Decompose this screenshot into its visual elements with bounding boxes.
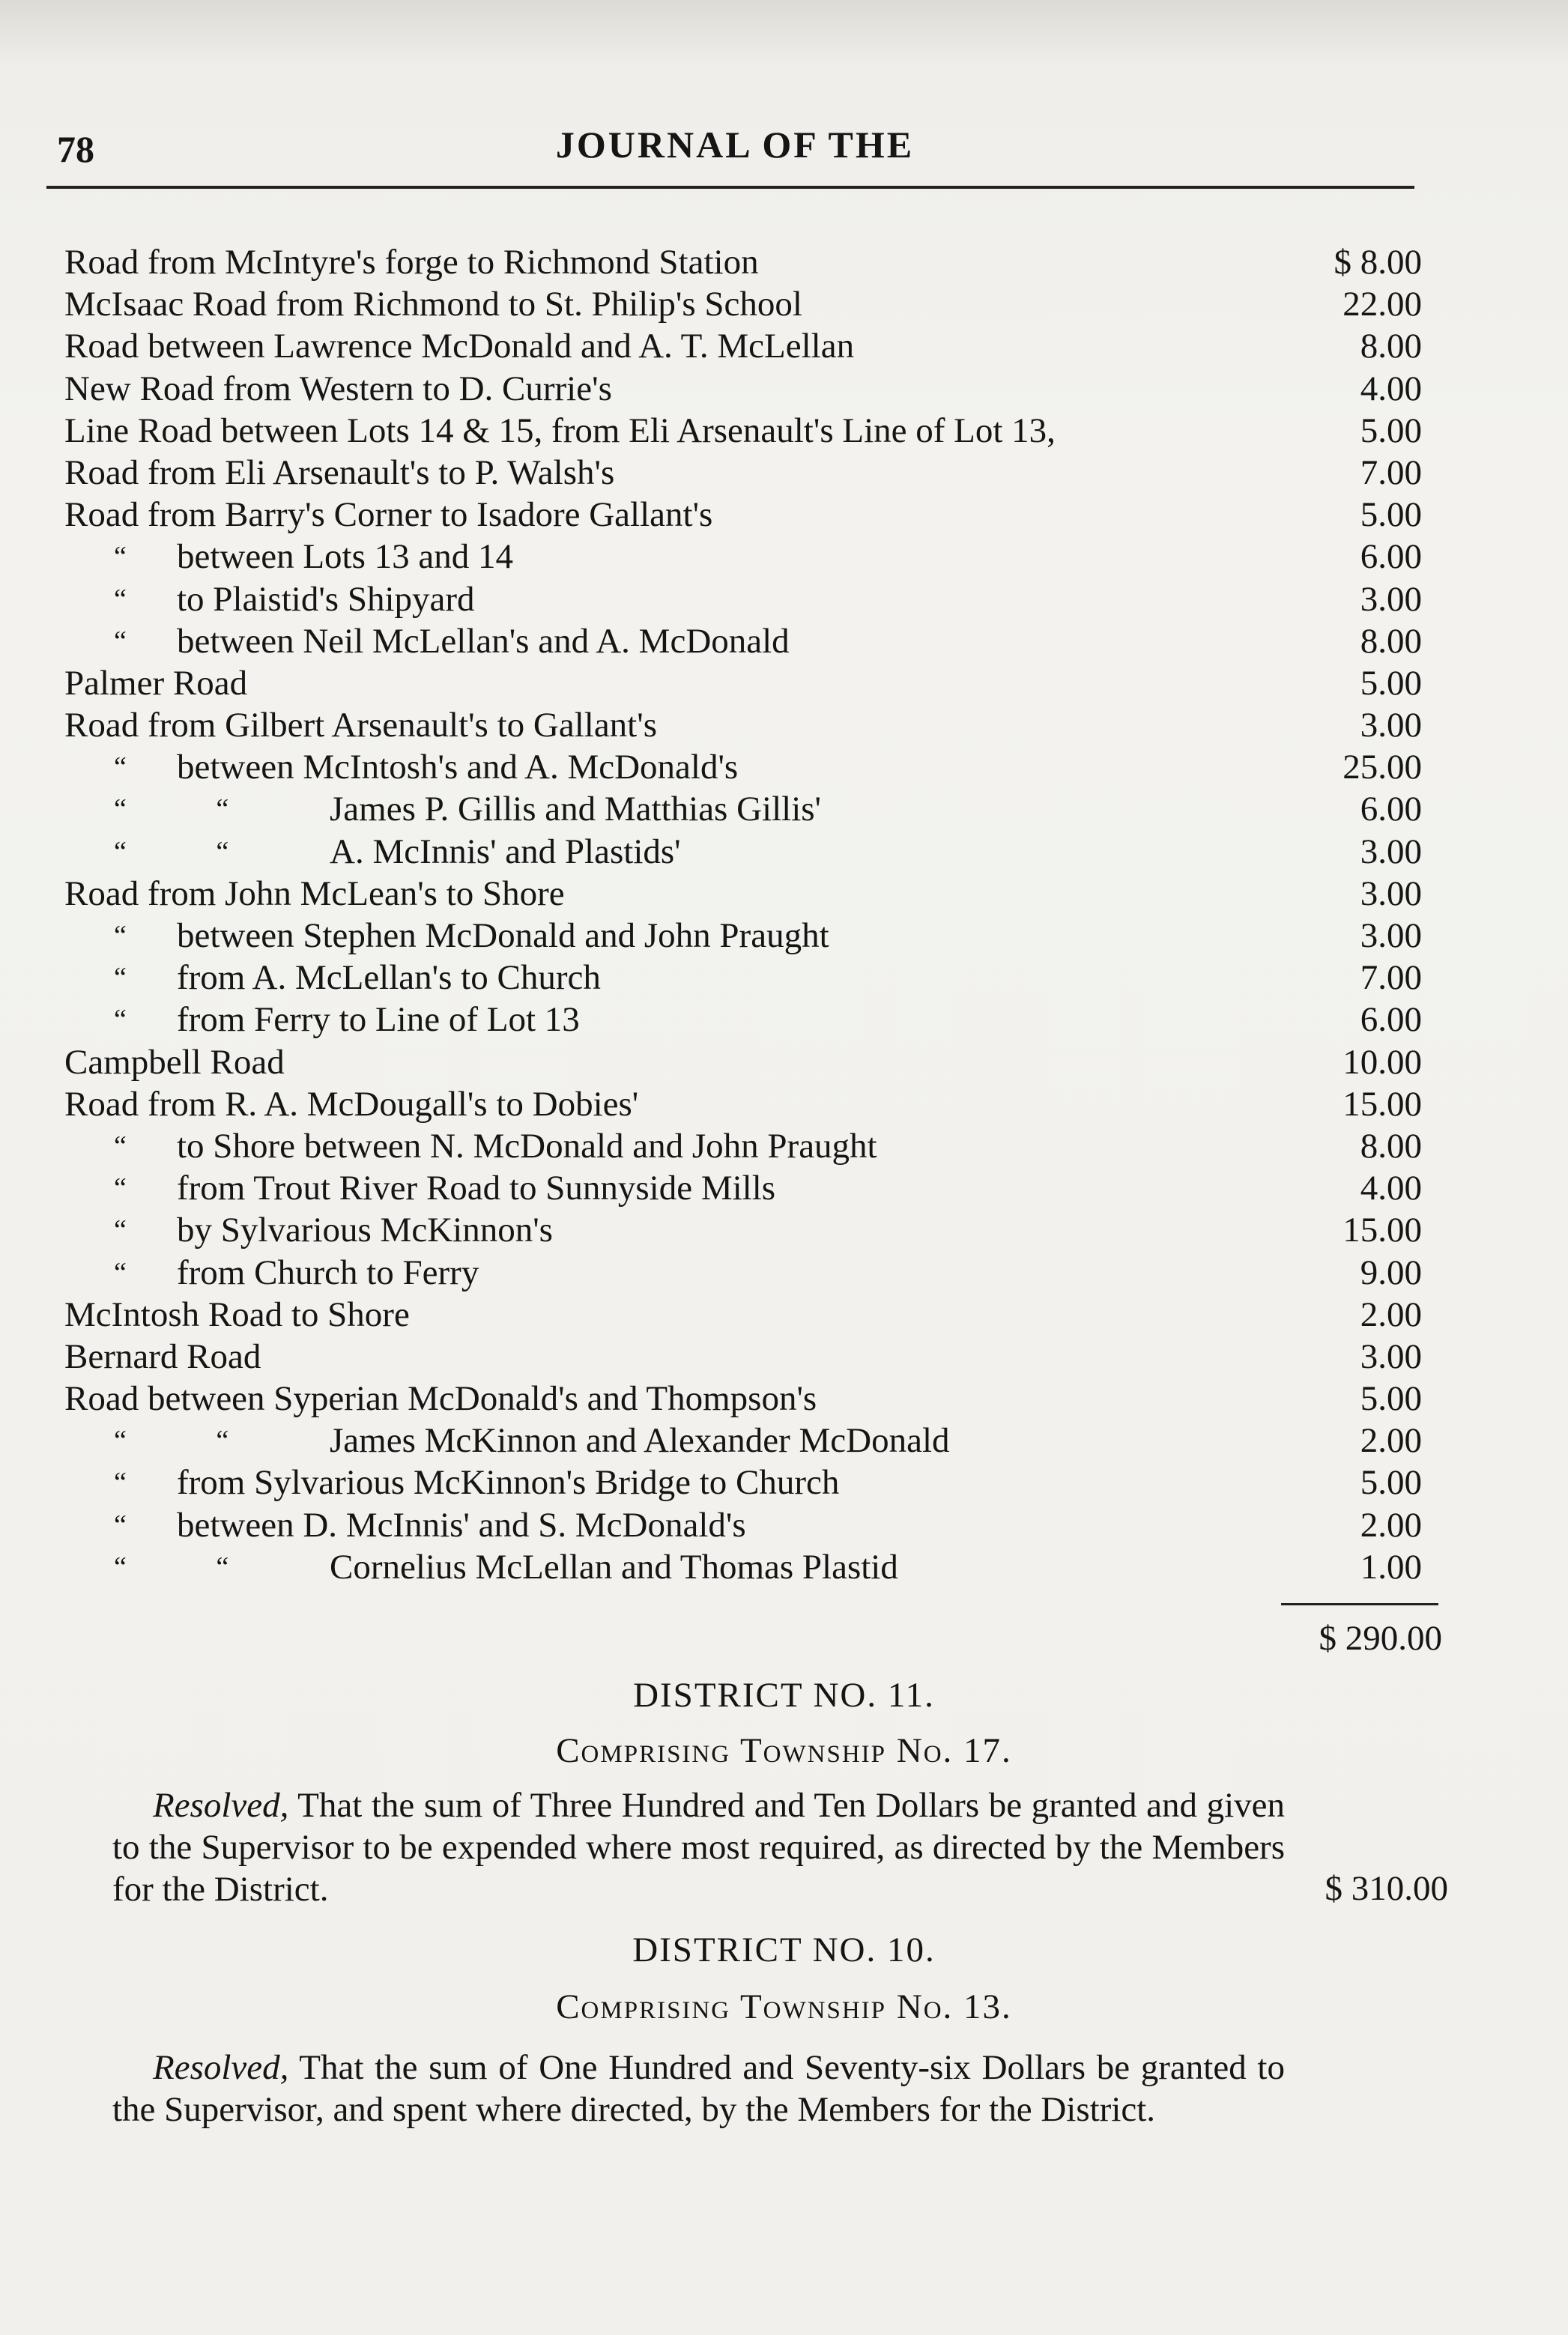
entry-description: Line Road between Lots 14 & 15, from Eli Arsenault's Line of Lot 13, bbox=[64, 411, 1056, 450]
list-item bbox=[64, 536, 1458, 578]
list-item bbox=[64, 325, 1458, 367]
entry-description: from Ferry to Line of Lot 13 bbox=[177, 1000, 580, 1040]
resolved-word: Resolved, bbox=[153, 2048, 289, 2087]
entry-amount: 4.00 bbox=[1360, 369, 1422, 408]
list-item bbox=[64, 873, 1458, 915]
list-item bbox=[64, 1294, 1458, 1336]
list-item bbox=[64, 620, 1458, 662]
list-item bbox=[64, 1125, 1458, 1167]
entry-amount: 5.00 bbox=[1360, 411, 1422, 450]
resolution-text: That the sum of Three Hundred and Ten Dollars be granted and given to the Supervisor to be expended where most required, as directed by the Members for the District. bbox=[112, 1786, 1285, 1909]
list-item bbox=[64, 788, 1458, 830]
entry-description: Road between Lawrence McDonald and A. T. McLellan bbox=[64, 327, 855, 366]
entry-description: Road between Syperian McDonald's and Thompson's bbox=[64, 1379, 817, 1419]
ditto-mark: “ bbox=[114, 751, 127, 784]
entry-description: by Sylvarious McKinnon's bbox=[177, 1211, 553, 1250]
list-item bbox=[64, 368, 1458, 410]
entry-description: Palmer Road bbox=[64, 663, 248, 703]
district-10-resolution bbox=[112, 2047, 1285, 2130]
list-item bbox=[64, 1462, 1458, 1503]
entry-description: New Road from Western to D. Currie's bbox=[64, 369, 612, 408]
district-11-amount: $ 310.00 bbox=[1325, 1869, 1448, 1908]
entry-amount: 5.00 bbox=[1360, 663, 1422, 703]
entry-description: between D. McInnis' and S. McDonald's bbox=[177, 1505, 746, 1545]
ditto-mark: “ “ bbox=[114, 1425, 229, 1457]
entry-amount: 3.00 bbox=[1360, 873, 1422, 913]
district-10-comprising: Comprising Township No. 13. bbox=[556, 1987, 1012, 2026]
entry-description: from Sylvarious McKinnon's Bridge to Church bbox=[177, 1463, 840, 1503]
entry-amount: 9.00 bbox=[1360, 1253, 1422, 1292]
entry-amount: 22.00 bbox=[1343, 285, 1422, 324]
district-10-title: DISTRICT NO. 10. bbox=[632, 1930, 936, 1969]
entry-amount: 15.00 bbox=[1343, 1084, 1422, 1124]
resolution-text: That the sum of One Hundred and Seventy-six Dollars be granted to the Supervisor, and spent where directed, by the Members for the District. bbox=[112, 2048, 1285, 2129]
ditto-mark: “ “ bbox=[114, 1551, 229, 1583]
entry-description: from Trout River Road to Sunnyside Mills bbox=[177, 1169, 776, 1208]
entry-description: between Lots 13 and 14 bbox=[177, 537, 514, 577]
ditto-mark: “ “ bbox=[114, 793, 229, 826]
entry-description: between Neil McLellan's and A. McDonald bbox=[177, 621, 790, 661]
list-item bbox=[64, 1209, 1458, 1251]
entry-description: Road from John McLean's to Shore bbox=[64, 873, 565, 913]
entry-amount: 5.00 bbox=[1360, 495, 1422, 535]
entry-description: between McIntosh's and A. McDonald's bbox=[177, 748, 739, 787]
entry-amount: 2.00 bbox=[1360, 1505, 1422, 1545]
entry-amount: 2.00 bbox=[1360, 1421, 1422, 1461]
entry-amount: 25.00 bbox=[1343, 748, 1422, 787]
list-item bbox=[64, 1420, 1458, 1462]
ditto-mark: “ bbox=[114, 1172, 127, 1205]
entry-description: A. McInnis' and Plastids' bbox=[330, 832, 681, 871]
entry-description: Bernard Road bbox=[64, 1336, 261, 1376]
ditto-mark: “ bbox=[114, 625, 127, 657]
entry-amount: $ 8.00 bbox=[1334, 243, 1422, 282]
ditto-mark: “ bbox=[114, 1004, 127, 1036]
list-item bbox=[64, 915, 1458, 957]
entry-amount: 8.00 bbox=[1360, 327, 1422, 366]
header-rule bbox=[46, 186, 1414, 189]
list-item bbox=[64, 241, 1458, 283]
entry-amount: 3.00 bbox=[1360, 579, 1422, 619]
list-item bbox=[64, 1083, 1458, 1125]
entry-amount: 6.00 bbox=[1360, 537, 1422, 577]
entry-description: between Stephen McDonald and John Praught bbox=[177, 916, 829, 955]
entry-description: James McKinnon and Alexander McDonald bbox=[330, 1421, 950, 1461]
entry-description: Road from R. A. McDougall's to Dobies' bbox=[64, 1084, 639, 1124]
entry-amount: 3.00 bbox=[1360, 706, 1422, 745]
entry-amount: 6.00 bbox=[1360, 790, 1422, 829]
list-item bbox=[64, 1504, 1458, 1546]
list-item bbox=[64, 999, 1458, 1041]
district-11-comprising: Comprising Township No. 17. bbox=[556, 1731, 1012, 1770]
list-item bbox=[64, 1252, 1458, 1294]
list-item bbox=[64, 1041, 1458, 1083]
entry-amount: 7.00 bbox=[1360, 452, 1422, 492]
list-item bbox=[64, 1378, 1458, 1420]
list-item bbox=[64, 662, 1458, 704]
entry-amount: 3.00 bbox=[1360, 916, 1422, 955]
list-item bbox=[64, 746, 1458, 788]
entry-amount: 1.00 bbox=[1360, 1547, 1422, 1587]
entry-amount: 7.00 bbox=[1360, 958, 1422, 998]
entry-description: Road from Gilbert Arsenault's to Gallant's bbox=[64, 706, 657, 745]
district-11-resolution bbox=[112, 1784, 1285, 1910]
ditto-mark: “ bbox=[114, 1214, 127, 1247]
resolved-word: Resolved, bbox=[153, 1786, 289, 1825]
entry-description: from Church to Ferry bbox=[177, 1253, 479, 1292]
list-item bbox=[64, 410, 1458, 452]
entry-amount: 5.00 bbox=[1360, 1463, 1422, 1503]
ditto-mark: “ bbox=[114, 1256, 127, 1288]
list-item bbox=[64, 283, 1458, 325]
page-header bbox=[57, 112, 1413, 180]
entry-amount: 5.00 bbox=[1360, 1379, 1422, 1419]
ditto-mark: “ bbox=[114, 541, 127, 573]
list-item bbox=[64, 1336, 1458, 1378]
entry-amount: 2.00 bbox=[1360, 1294, 1422, 1334]
running-title: JOURNAL OF THE bbox=[555, 124, 915, 166]
entry-description: to Shore between N. McDonald and John Praught bbox=[177, 1126, 877, 1166]
list-item bbox=[64, 704, 1458, 746]
list-item bbox=[64, 452, 1458, 494]
ditto-mark: “ bbox=[114, 1130, 127, 1162]
district-total: $ 290.00 bbox=[1319, 1619, 1442, 1658]
ditto-mark: “ bbox=[114, 583, 127, 615]
list-item bbox=[64, 1546, 1458, 1588]
list-item bbox=[64, 494, 1458, 536]
list-item bbox=[64, 831, 1458, 873]
entry-description: McIntosh Road to Shore bbox=[64, 1294, 410, 1334]
entry-description: James P. Gillis and Matthias Gillis' bbox=[330, 790, 822, 829]
ditto-mark: “ bbox=[114, 962, 127, 994]
entry-description: Road from McIntyre's forge to Richmond Station bbox=[64, 243, 759, 282]
ditto-mark: “ bbox=[114, 920, 127, 951]
entry-amount: 6.00 bbox=[1360, 1000, 1422, 1040]
district-11-title: DISTRICT NO. 11. bbox=[633, 1676, 935, 1715]
entry-amount: 10.00 bbox=[1343, 1042, 1422, 1082]
road-appropriations-list bbox=[64, 241, 1458, 1588]
entry-description: Cornelius McLellan and Thomas Plastid bbox=[330, 1547, 898, 1587]
entry-description: McIsaac Road from Richmond to St. Philip's School bbox=[64, 285, 802, 324]
page-number: 78 bbox=[57, 128, 94, 170]
entry-amount: 3.00 bbox=[1360, 1336, 1422, 1376]
list-item bbox=[64, 957, 1458, 999]
entry-amount: 3.00 bbox=[1360, 832, 1422, 871]
list-item bbox=[64, 1167, 1458, 1209]
entry-description: Campbell Road bbox=[64, 1042, 285, 1082]
entry-amount: 8.00 bbox=[1360, 1126, 1422, 1166]
entry-amount: 8.00 bbox=[1360, 621, 1422, 661]
entry-amount: 4.00 bbox=[1360, 1169, 1422, 1208]
total-rule bbox=[1281, 1603, 1438, 1605]
ditto-mark: “ “ bbox=[114, 835, 229, 867]
entry-description: Road from Eli Arsenault's to P. Walsh's bbox=[64, 452, 615, 492]
entry-description: to Plaistid's Shipyard bbox=[177, 579, 475, 619]
entry-amount: 15.00 bbox=[1343, 1211, 1422, 1250]
ditto-mark: “ bbox=[114, 1467, 127, 1499]
entry-description: from A. McLellan's to Church bbox=[177, 958, 601, 998]
entry-description: Road from Barry's Corner to Isadore Gallant's bbox=[64, 495, 713, 535]
list-item bbox=[64, 578, 1458, 620]
ditto-mark: “ bbox=[114, 1509, 127, 1541]
